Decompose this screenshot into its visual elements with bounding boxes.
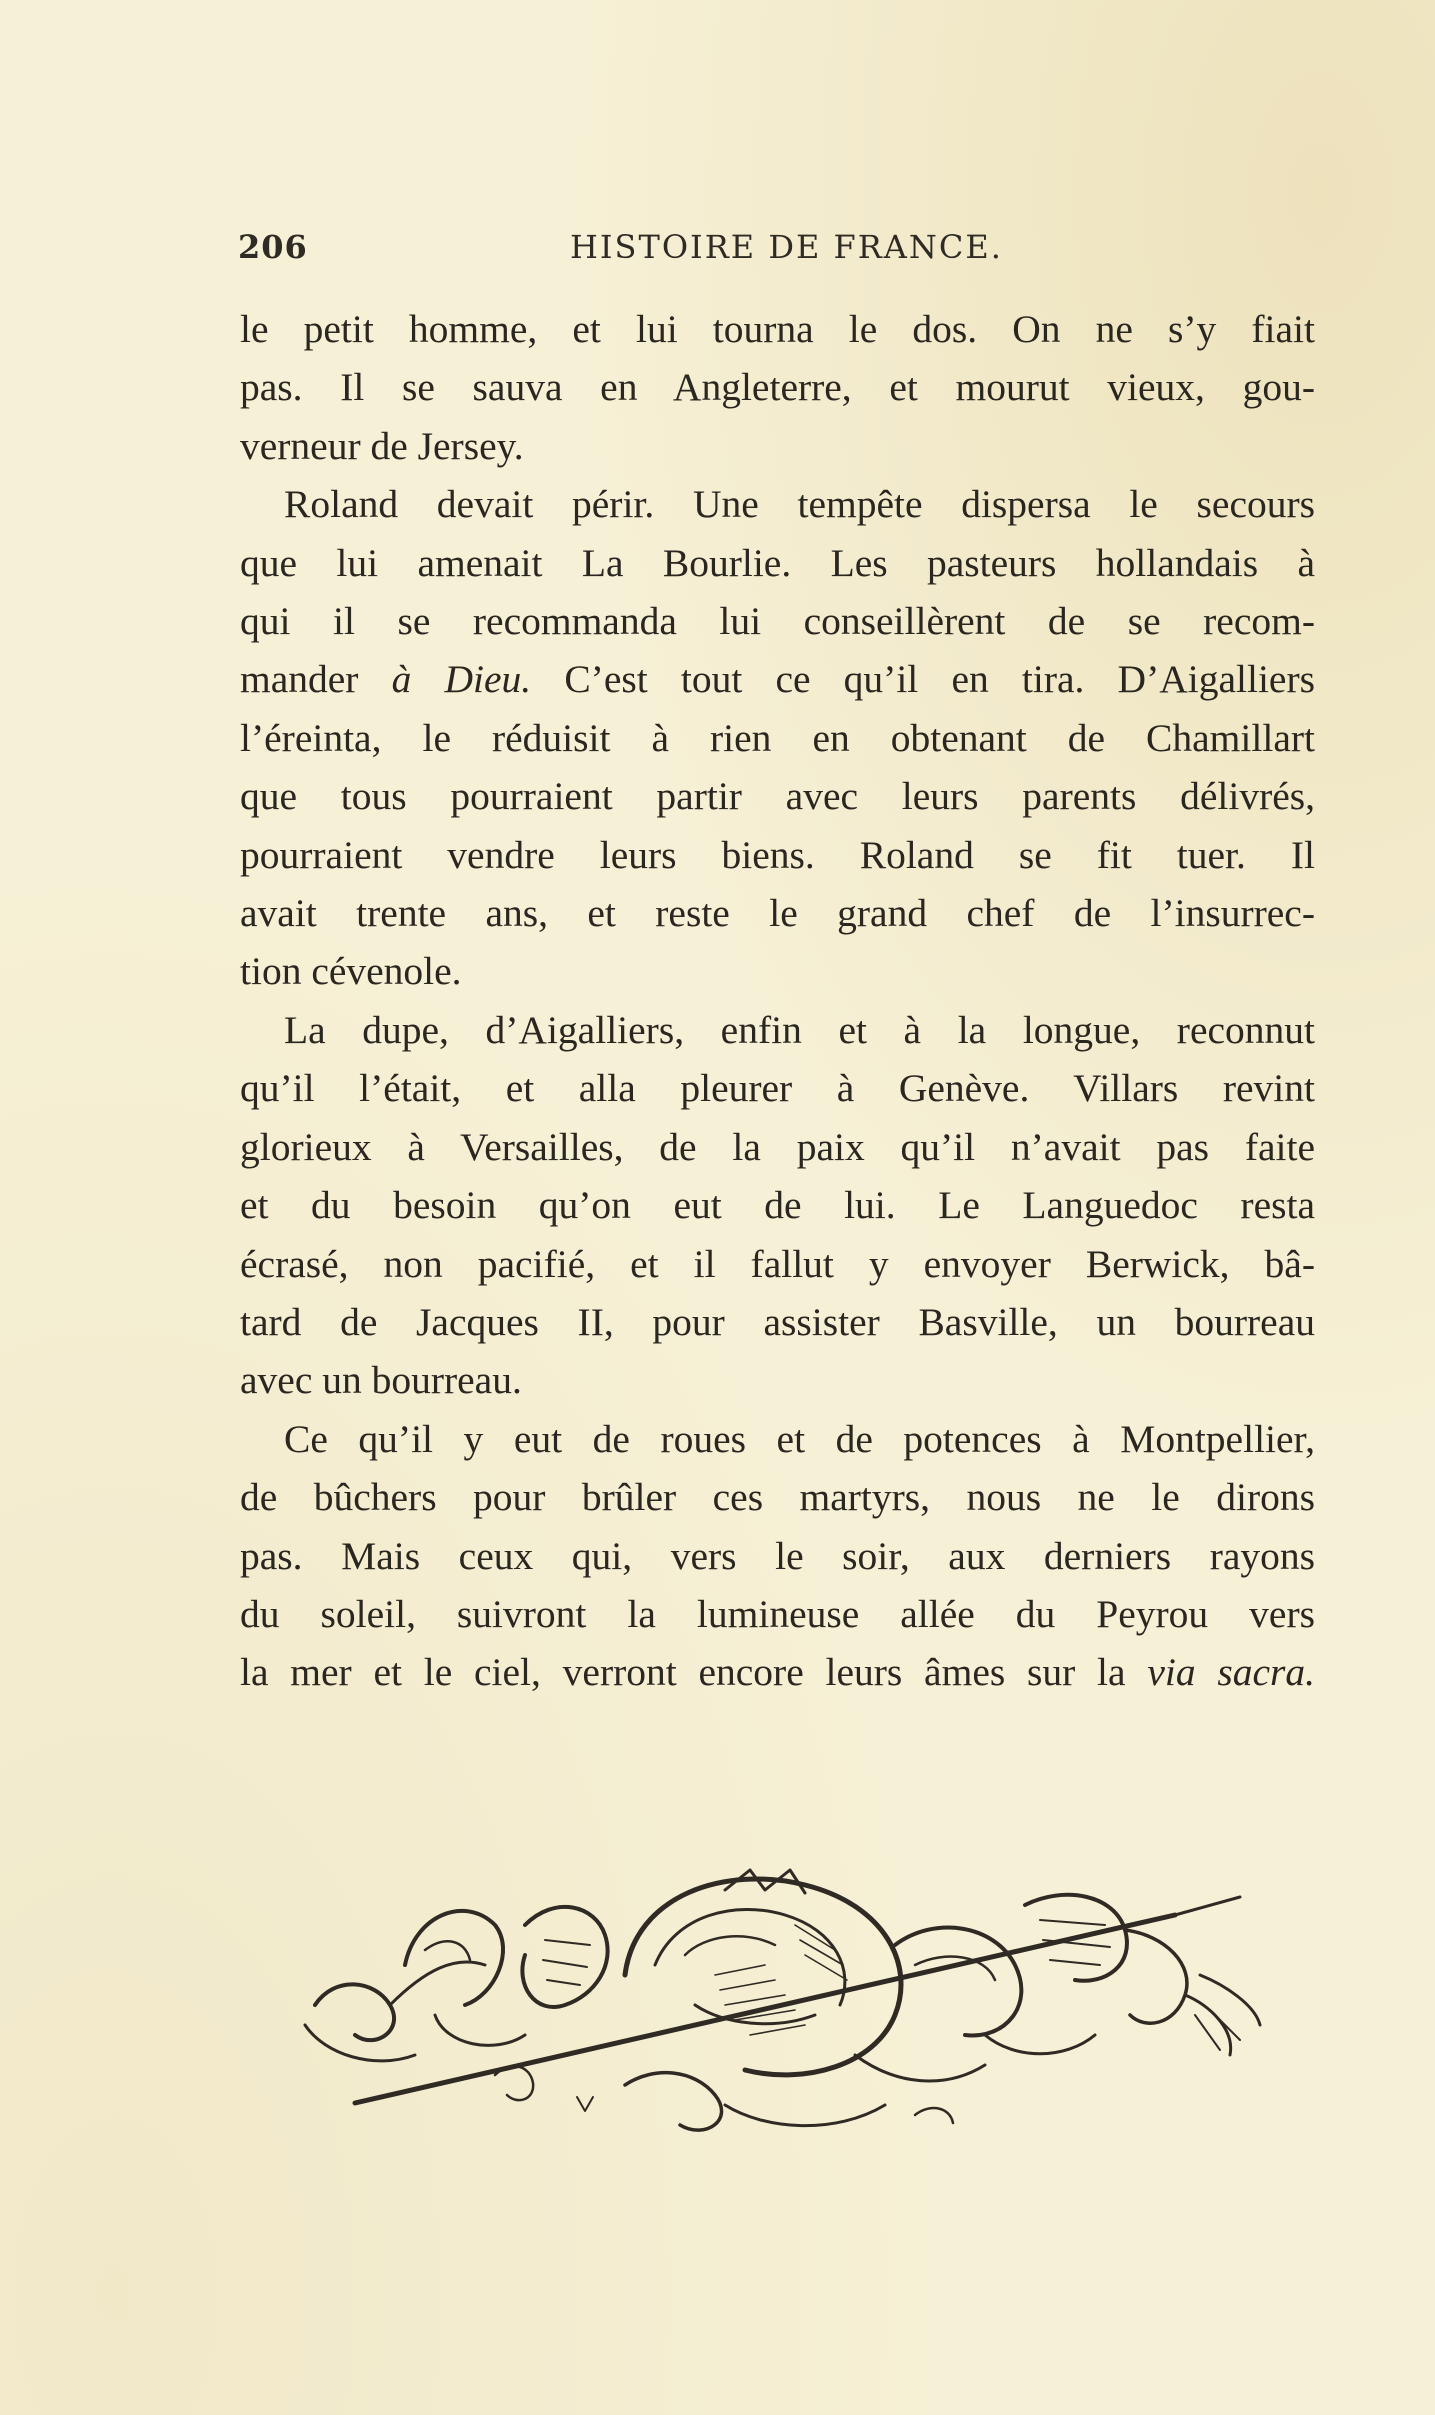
text-line: pas. Mais ceux qui, vers le soir, aux derniers rayons <box>240 1533 1315 1578</box>
text-line: avait trente ans, et reste le grand chef de l’insurrec- <box>240 891 1315 936</box>
text-line: Roland devait périr. Une tempête dispersa le secours <box>284 482 1315 527</box>
italic-phrase: à Dieu. <box>391 657 532 702</box>
text-line: verneur de Jersey. <box>240 423 524 468</box>
text-line <box>240 1643 1315 1701</box>
text-fragment: C’est tout ce qu’il en tira. D’Aigalliers <box>564 657 1315 702</box>
text-line: que lui amenait La Bourlie. Les pasteurs hollandais à <box>240 540 1315 585</box>
body-text <box>240 300 1315 1702</box>
text-line: et du besoin qu’on eut de lui. Le Languedoc resta <box>240 1183 1315 1228</box>
tailpiece-ornament-icon <box>295 1855 1285 2160</box>
text-fragment: mander <box>240 657 359 702</box>
text-line: que tous pourraient partir avec leurs parents délivrés, <box>240 774 1315 819</box>
text-line: écrasé, non pacifié, et il fallut y envoyer Berwick, bâ- <box>240 1241 1315 1286</box>
text-line: pourraient vendre leurs biens. Roland se fit tuer. Il <box>240 832 1315 877</box>
running-title: HISTOIRE DE FRANCE. <box>570 228 1003 266</box>
text-line: du soleil, suivront la lumineuse allée du Peyrou vers <box>240 1591 1315 1636</box>
page-number: 206 <box>238 228 308 266</box>
text-line: tion cévenole. <box>240 949 462 994</box>
text-fragment: la mer et le ciel, verront encore leurs âmes sur la <box>240 1650 1126 1695</box>
text-line: glorieux à Versailles, de la paix qu’il n’avait pas faite <box>240 1124 1315 1169</box>
text-line: qu’il l’était, et alla pleurer à Genève. Villars revint <box>240 1066 1315 1111</box>
text-line: pas. Il se sauva en Angleterre, et mourut vieux, gou- <box>240 365 1315 410</box>
text-line: de bûchers pour brûler ces martyrs, nous ne le dirons <box>240 1475 1315 1520</box>
running-head <box>238 228 1318 280</box>
text-line <box>240 650 1315 708</box>
italic-phrase: via sacra. <box>1147 1650 1316 1695</box>
text-line: l’éreinta, le réduisit à rien en obtenant de Chamillart <box>240 715 1315 760</box>
text-line: tard de Jacques II, pour assister Basville, un bourreau <box>240 1299 1315 1344</box>
text-line: avec un bourreau. <box>240 1358 522 1403</box>
text-line: La dupe, d’Aigalliers, enfin et à la longue, reconnut <box>284 1007 1315 1052</box>
text-line: qui il se recommanda lui conseillèrent de se recom- <box>240 599 1315 644</box>
text-line: Ce qu’il y eut de roues et de potences à Montpellier, <box>284 1416 1315 1461</box>
text-line: le petit homme, et lui tourna le dos. On ne s’y fiait <box>240 307 1315 351</box>
